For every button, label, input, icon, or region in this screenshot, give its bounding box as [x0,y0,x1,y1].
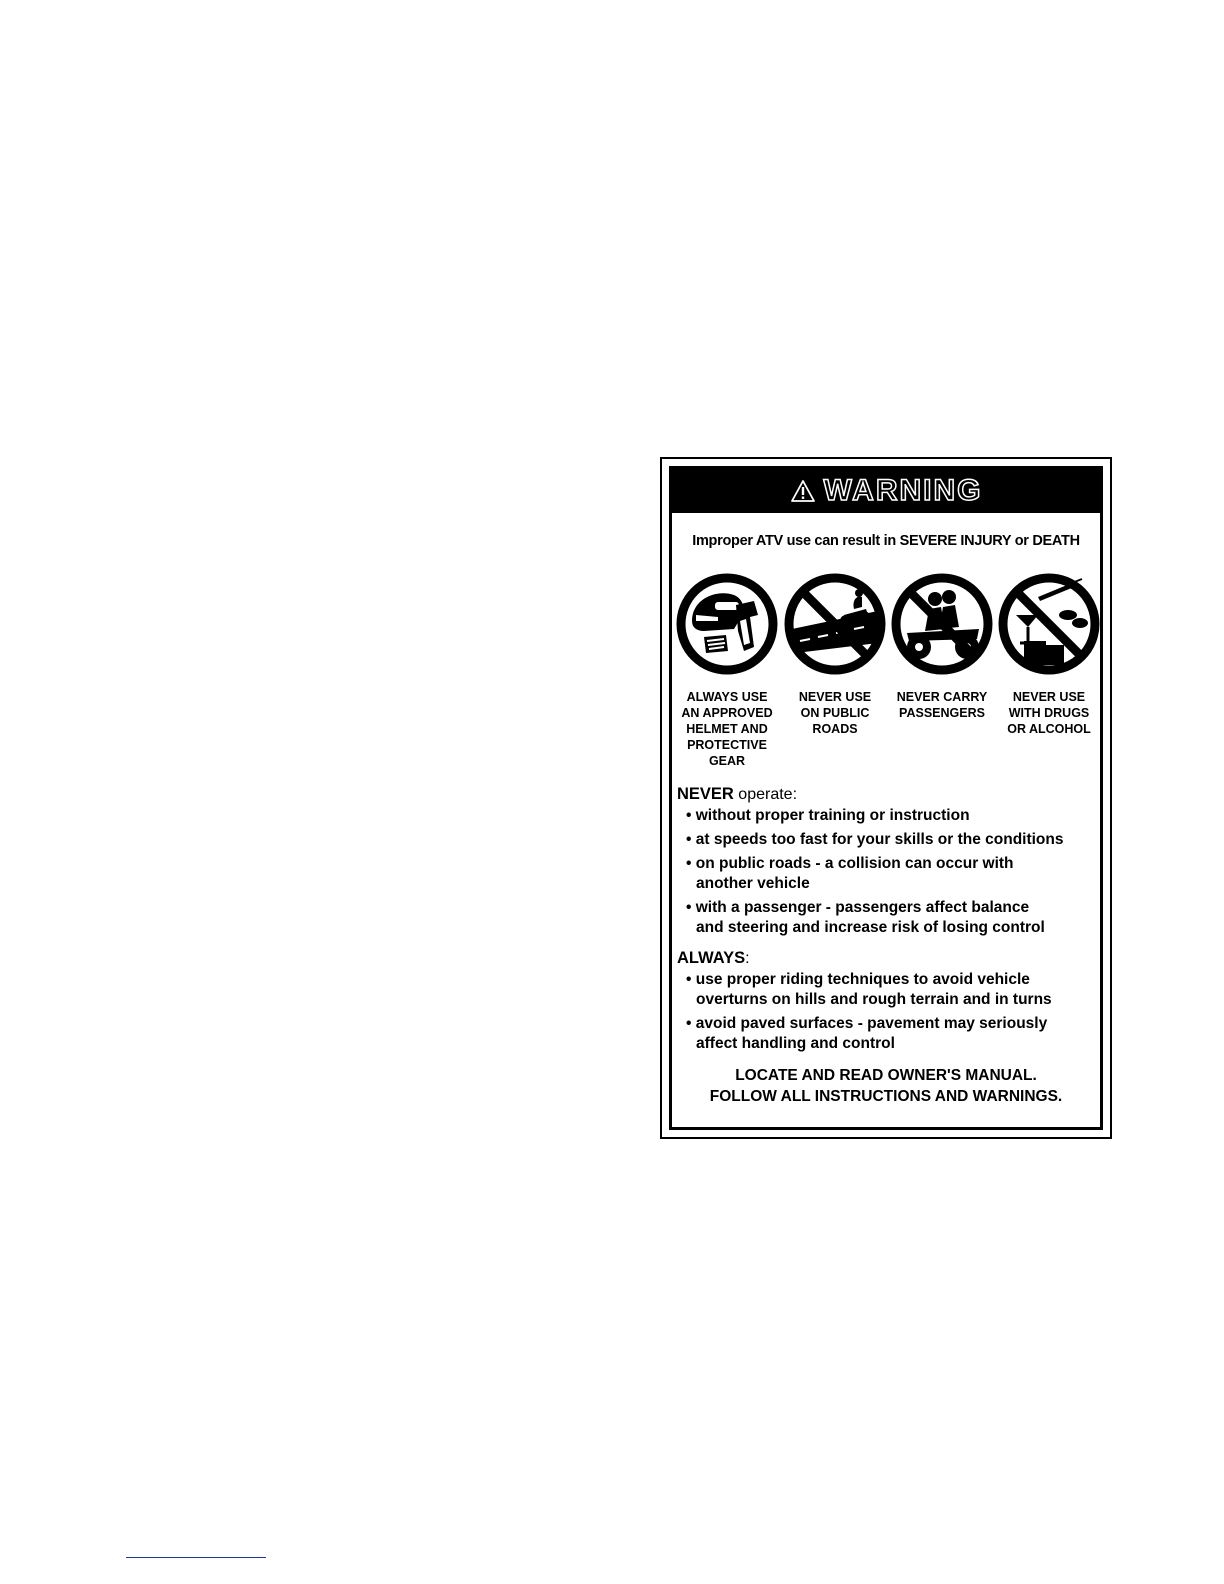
pictogram-caption-passengers: NEVER CARRY PASSENGERS [896,690,988,720]
pictogram-caption-roads: NEVER USE ON PUBLIC ROADS [798,690,872,736]
never-item: • at speeds too fast for your skills or the conditions [686,831,1064,848]
warning-triangle-icon [790,479,816,503]
never-section [677,783,1098,942]
always-section [677,947,1098,1058]
footnote-rule [126,1557,266,1558]
always-heading: ALWAYS: [677,949,750,967]
warning-header-text: WARNING [823,474,983,507]
pictogram-caption-drugs: NEVER USE WITH DRUGS OR ALCOHOL [1007,690,1091,736]
no-public-roads-icon [782,571,888,677]
warning-header-bar [672,469,1100,513]
never-item: • with a passenger - passengers affect balance and steering and increase risk of losing control [686,899,1045,936]
warning-footer: LOCATE AND READ OWNER'S MANUAL. FOLLOW ALL INSTRUCTIONS AND WARNINGS. [709,1067,1063,1105]
pictogram-caption-helmet: ALWAYS USE AN APPROVED HELMET AND PROTECTIVE GEAR [681,690,773,768]
no-drugs-alcohol-icon [996,571,1102,677]
never-heading: NEVER operate: [677,785,798,803]
warning-label [660,457,1112,1139]
helmet-gear-icon [674,571,780,677]
never-item: • without proper training or instruction [686,807,970,824]
always-item: • use proper riding techniques to avoid vehicle overturns on hills and rough terrain and in turns [686,971,1052,1008]
never-item: • on public roads - a collision can occur with another vehicle [686,855,1014,892]
warning-label-inner-border [669,466,1103,1130]
always-item: • avoid paved surfaces - pavement may seriously affect handling and control [686,1015,1048,1052]
no-passengers-icon [889,571,995,677]
warning-headline: Improper ATV use can result in SEVERE INJURY or DEATH [692,533,1080,549]
